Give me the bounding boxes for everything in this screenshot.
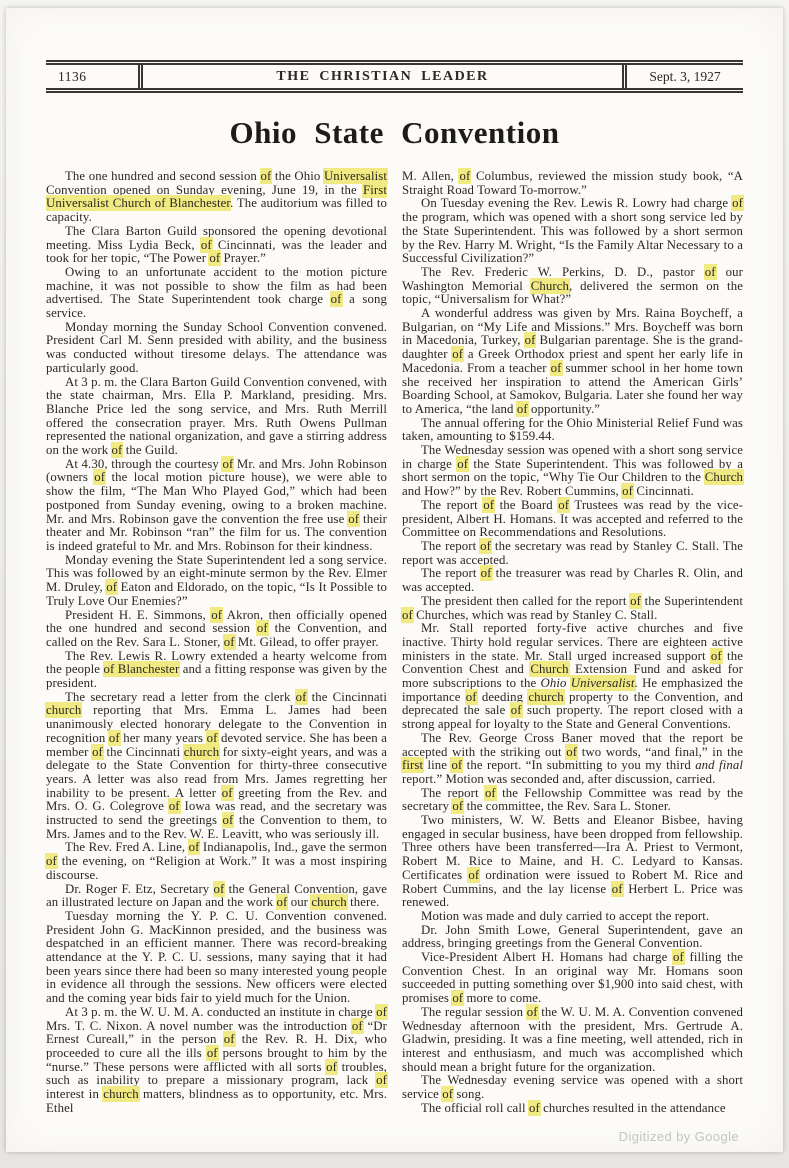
paragraph: The Rev. George Cross Baner moved that the report be accepted with the striking out of two words, “and final,” in the first line of the report. “In submitting to you my third and final report.” Motion was seconded and, after discussion, carried. [402, 730, 744, 786]
highlighted-term: of [108, 730, 120, 745]
highlighted-term: of [704, 264, 716, 279]
highlighted-term: of [106, 580, 118, 595]
paragraph: The Clara Barton Guild sponsored the opening devotional meeting. Miss Lydia Beck, of Cincinnati, was the leader and took for her topic, “The Power of Prayer.” [46, 223, 387, 266]
paragraph: At 3 p. m. the W. U. M. A. conducted an institute in charge of Mrs. T. C. Nixon. A novel number was the introduction of “Dr Ernest Cureall,” in the person of the Rev. R. H. Dix, who proceeded to cure all the ills of persons brought to him by the “nurse.” These persons were afflicted with all sorts of troubles, such as inability to prepare a missionary program, lack of interest in church matters, blindness as to opportunity, etc. Mrs. Ethel [46, 1004, 387, 1115]
paragraph: Motion was made and duly carried to accept the report. [421, 908, 710, 923]
paragraph: The one hundred and second session of the Ohio Universalist Convention opened on Sunday evening, June 19, in the First Universalist Church of Blanchester. The auditorium was filled to capacity. [46, 169, 387, 225]
highlighted-term: of Blanchester [103, 662, 180, 677]
highlighted-term: of [480, 538, 492, 553]
highlighted-term: Universalist [570, 676, 635, 691]
journal-title: THE CHRISTIAN LEADER [138, 65, 627, 88]
highlighted-term: Universalist [323, 169, 387, 183]
paragraph: The report of the Board of Trustees was read by the vice-president, Albert H. Homans. It was accepted and referred to the Committee on Recommendations and Resolutions. [402, 497, 743, 540]
highlighted-term: of [223, 1032, 235, 1047]
paragraph: The Rev. Lewis R. Lowry extended a hearty welcome from the people of Blanchester and a fitting response was given by the president. [46, 648, 387, 691]
highlighted-term: of [376, 1073, 387, 1088]
highlighted-term: Church [704, 470, 743, 485]
paragraph: Mr. Stall reported forty-five active churches and five inactive. Thirty hold regular services. There are eighteen active ministers in the state. Mr. Stall urged increased support of the Convention Chest and Church Extension Fund and asked for more subscriptions to the Ohio Universalist. He emphasized the importance of deeding church property to the Convention, and deprecated the sale of such property. The report closed with a strong appeal for loyalty to the State and General Conventions. [402, 621, 743, 732]
page-number: 1136 [58, 68, 87, 84]
highlighted-term: of [451, 758, 463, 773]
highlighted-term: of [732, 196, 743, 211]
highlighted-term: of [558, 497, 570, 512]
document-page [6, 8, 783, 1152]
highlighted-term: of [46, 854, 57, 869]
highlighted-term: of [452, 991, 464, 1006]
article-title: Ohio State Convention [229, 115, 560, 150]
highlighted-term: of [630, 593, 641, 608]
paragraph: M. Allen, of Columbus, reviewed the mission study book, “A Straight Road Toward To-morrow.” [402, 169, 743, 197]
right-column [402, 170, 743, 1116]
highlighted-term: of [452, 799, 464, 814]
paragraph: On Tuesday evening the Rev. Lewis R. Lowry had charge of the program, which was opened with a short song service led by the State Superintendent. This was followed by a short sermon by the Rev. Harry M. Wright, “Is the Family Altar Necessary to a Successful Civilization?” [402, 196, 743, 266]
highlighted-term: of [442, 1087, 454, 1102]
issue-date: Sept. 3, 1927 [649, 68, 721, 84]
paragraph: The annual offering for the Ohio Ministerial Relief Fund was taken, amounting to $159.44. [402, 415, 743, 444]
paragraph: Owing to an unfortunate accident to the motion picture machine, it was not possible to show the film as had been advertised. The State Superintendent took charge of a song service. [46, 264, 387, 321]
highlighted-term: of [526, 1004, 538, 1019]
paragraph: President H. E. Simmons, of Akron, then officially opened the one hundred and second session of the Convention, and called on the Rev. Sara L. Stoner, of Mt. Gilead, to offer prayer. [46, 607, 387, 649]
highlighted-term: of [484, 785, 496, 800]
paragraph: The report of the secretary was read by Stanley C. Stall. The report was accepted. [402, 538, 743, 567]
highlighted-term: of [457, 456, 469, 471]
highlighted-term: of [348, 511, 360, 526]
highlighted-term: First Universalist Church of Blanchester [46, 182, 387, 211]
digitized-by-google-watermark: Digitized by Google [618, 1129, 739, 1144]
highlighted-term: of [222, 456, 234, 471]
paragraph: A wonderful address was given by Mrs. Raina Boycheff, a Bulgarian, on “My Life and Missions.” Mrs. Boycheff was born in Macedonia, Turkey, of Bulgarian parentage. She is the grand-daughter of a Greek Orthodox priest and spent her early life in Macedonia. From a teacher of summer school in her home town she received her inspiration to attend the American Girls’ Boarding School, at Samokov, Bulgaria. Later she found her way to America, “the land of opportunity.” [402, 306, 743, 416]
paragraph: The secretary read a letter from the clerk of the Cincinnati church reporting that Mrs. Emma L. James had been unanimously elected honorary delegate to the Convention in recognition of her many years of devoted service. She has been a member of the Cincinnati church for sixty-eight years, and was a delegate to the State Convention for thirty-three consecutive years. A letter was also read from Mrs. James regretting her inability to be present. A letter of greeting from the Rev. and Mrs. O. G. Colegrove of Iowa was read, and the secretary was instructed to send the greetings of the Convention to them, to Mrs. James and to the Rev. W. E. Leavitt, who was seriously ill. [46, 689, 388, 841]
masthead [46, 60, 743, 93]
paragraph: Monday evening the State Superintendent led a song service. This was followed by an eight-minute sermon by the Rev. Elmer M. Druley, of Eaton and Eldorado, on the topic, “Is It Possible to Truly Love Our Enemies?” [46, 552, 387, 608]
highlighted-term: of [524, 333, 536, 348]
highlighted-term: of [326, 1059, 338, 1074]
highlighted-term: of [673, 950, 684, 965]
highlighted-term: of [622, 484, 634, 499]
highlighted-term: of [611, 881, 623, 896]
highlighted-term: of [566, 744, 578, 759]
article-body [46, 170, 743, 1116]
paragraph: Tuesday morning the Y. P. C. U. Convention convened. President John G. MacKinnon presided, and the business was despatched in an efficient manner. There was record-breaking attendance at the Y. P. C. U. sessions, many saying that it had been years since there had been so many interested young people in evidence all through the sessions. New officers were elected and the coming year bids fair to yield much for the Union. [46, 908, 387, 1006]
highlighted-term: church [311, 895, 347, 910]
highlighted-term: of [483, 497, 495, 512]
highlighted-term: of [516, 401, 528, 416]
highlighted-term: church [528, 689, 564, 704]
highlighted-term: of [276, 895, 288, 910]
paragraph: The official roll call of churches resulted in the attendance [421, 1100, 726, 1115]
highlighted-term: of [111, 443, 123, 458]
paragraph: The regular session of the W. U. M. A. Convention convened Wednesday afternoon with the president, Mrs. Gertrude A. Gladwin, presiding. It was a fine meeting, well attended, rich in interest and enthusiasm, and much was accomplished which should mean a bright future for the organization. [402, 1004, 743, 1074]
highlighted-term: first [402, 758, 424, 773]
paragraph: The Wednesday evening service was opened with a short service of song. [402, 1073, 743, 1102]
highlighted-term: of [92, 744, 103, 759]
highlighted-term: Church [530, 662, 569, 677]
highlighted-term: of [222, 813, 234, 828]
highlighted-term: church [46, 703, 82, 718]
highlighted-term: of [206, 730, 218, 745]
paragraph: At 3 p. m. the Clara Barton Guild Convention convened, with the state chairman, Mrs. Ella P. Markland, presiding. Mrs. Blanche Price led the song service, and Mrs. Ruth Merrill offered the consecration prayer. Mrs. Ruth Owens Pullman represented the national organization, and gave a stirring address on the work of the Guild. [46, 374, 387, 458]
highlighted-term: of [480, 566, 492, 581]
highlighted-term: of [200, 237, 212, 252]
highlighted-term: of [528, 1100, 540, 1115]
paragraph: Vice-President Albert H. Homans had charge of filling the Convention Chest. In an original way Mr. Homans soon succeeded in putting something over $1,900 into said chest, with promises of more to come. [402, 950, 743, 1006]
highlighted-term: church [103, 1087, 139, 1102]
paragraph: At 4.30, through the courtesy of Mr. and Mrs. John Robinson (owners of the local motion picture house), we were able to show the film, “The Man Who Played God,” which had been postponed from Sunday evening, owing to a broken machine. Mr. and Mrs. Robinson gave the convention the free use of their theater and Mr. Robinson “ran” the film for us. The convention is indeed grateful to Mr. and Mrs. Robinson for their kindness. [46, 456, 387, 553]
paragraph: Monday morning the Sunday School Convention convened. President Carl M. Senn presided with ability, and the business was conducted without tiresome delays. The attendance was particularly good. [46, 319, 387, 375]
highlighted-term: of [213, 881, 225, 896]
highlighted-term: church [183, 744, 220, 759]
paragraph: Dr. Roger F. Etz, Secretary of the General Convention, gave an illustrated lecture on Japan and the work of our church there. [46, 881, 387, 910]
highlighted-term: of [168, 799, 180, 814]
highlighted-term: of [260, 169, 272, 183]
highlighted-term: of [223, 634, 235, 649]
highlighted-term: of [295, 689, 307, 704]
highlighted-term: Church [530, 278, 569, 293]
highlighted-term: of [330, 292, 342, 307]
highlighted-term: of [211, 607, 223, 622]
paragraph: Dr. John Smith Lowe, General Superintendent, gave an address, bringing greetings from the General Convention. [402, 922, 743, 951]
highlighted-term: of [468, 867, 480, 882]
highlighted-term: of [351, 1018, 363, 1033]
highlighted-term: of [510, 703, 522, 718]
highlighted-term: of [209, 251, 221, 266]
paragraph: The Wednesday session was opened with a short song service in charge of the State Superintendent. This was followed by a short sermon on the topic, “Why Tie Our Children to the Church and How?” by the Rev. Robert Cummins, of Cincinnati. [402, 443, 743, 499]
highlighted-term: of [256, 621, 268, 636]
paragraph: The report of the Fellowship Committee was read by the secretary of the committee, the Rev. Sara L. Stoner. [402, 785, 743, 814]
paragraph: The president then called for the report of the Superintendent of Churches, which was read by Stanley C. Stall. [402, 593, 743, 622]
paragraph: The Rev. Fred A. Line, of Indianapolis, Ind., gave the sermon of the evening, on “Religion at Work.” It was a most inspiring discourse. [46, 840, 387, 882]
highlighted-term: of [710, 648, 722, 663]
highlighted-term: of [376, 1004, 387, 1019]
left-column [46, 170, 387, 1116]
paragraph: The report of the treasurer was read by Charles R. Olin, and was accepted. [402, 566, 744, 595]
highlighted-term: of [221, 785, 233, 800]
highlighted-term: of [465, 689, 477, 704]
highlighted-term: of [402, 607, 413, 622]
highlighted-term: of [206, 1046, 218, 1060]
paragraph: The Rev. Frederic W. Perkins, D. D., pastor of our Washington Memorial Church, delivered the sermon on the topic, “Universalism for What?” [402, 264, 743, 307]
highlighted-term: of [550, 360, 562, 375]
highlighted-term: of [459, 169, 471, 183]
highlighted-term: of [188, 840, 200, 855]
paragraph: Two ministers, W. W. Betts and Eleanor Bisbee, having engaged in secular business, have been dropped from fellowship. Three others have been transferred—Ira A. Priest to Vermont, Robert M. Rice to Maine, and H. C. Ledyard to Kansas. Certificates of ordination were issued to Robert M. Rice and Robert Cummins, and the lay license of Herbert L. Price was renewed. [402, 813, 744, 910]
highlighted-term: of [94, 470, 106, 485]
highlighted-term: of [452, 347, 464, 362]
